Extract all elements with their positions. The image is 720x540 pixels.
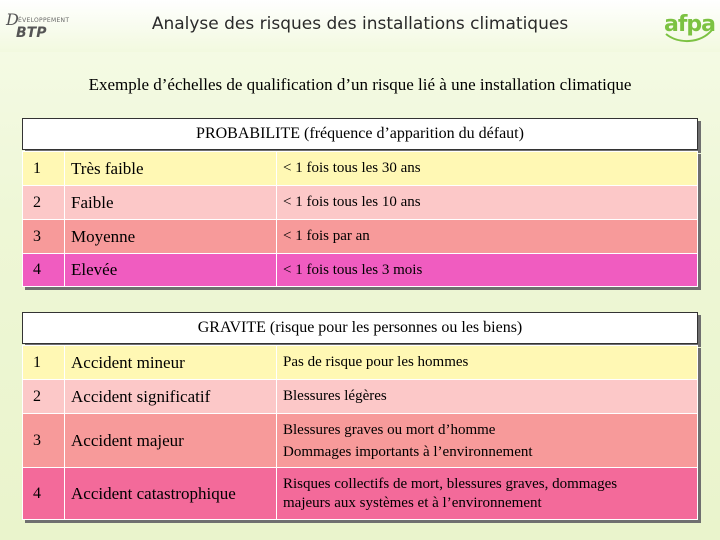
row-description: < 1 fois tous les 30 ans — [277, 152, 698, 186]
row-number: 3 — [23, 414, 65, 468]
row-label: Très faible — [65, 152, 277, 186]
afpa-logo — [660, 4, 716, 48]
table-row — [23, 414, 698, 468]
gravite-heading: GRAVITE (risque pour les personnes ou les biens) — [22, 312, 698, 344]
row-number: 1 — [23, 346, 65, 380]
row-description: Blessures légères — [277, 380, 698, 414]
description-line-1: Risques collectifs de mort, blessures graves, dommages — [283, 475, 618, 492]
row-description: Pas de risque pour les hommes — [277, 346, 698, 380]
table-row — [23, 254, 698, 287]
row-number: 1 — [23, 152, 65, 186]
probabilite-table — [22, 151, 698, 287]
gravite-table — [22, 345, 698, 520]
row-number: 2 — [23, 380, 65, 414]
table-row — [23, 220, 698, 254]
row-description — [277, 414, 698, 468]
header-bar — [0, 0, 720, 52]
row-label: Elevée — [65, 254, 277, 287]
row-number: 3 — [23, 220, 65, 254]
row-label: Moyenne — [65, 220, 277, 254]
row-number: 4 — [23, 254, 65, 287]
page-title: Analyse des risques des installations climatiques — [151, 14, 569, 34]
row-label: Accident majeur — [65, 414, 277, 468]
table-row — [23, 186, 698, 220]
row-description — [277, 468, 698, 520]
row-description: < 1 fois par an — [277, 220, 698, 254]
logo-btp-text: BTP — [16, 25, 47, 41]
row-label: Accident catastrophique — [65, 468, 277, 520]
row-description: < 1 fois tous les 10 ans — [277, 186, 698, 220]
probabilite-heading: PROBABILITE (fréquence d’apparition du défaut) — [22, 118, 698, 150]
row-number: 4 — [23, 468, 65, 520]
row-label: Accident mineur — [65, 346, 277, 380]
row-label: Faible — [65, 186, 277, 220]
logo-small-text: ÉVELOPPEMENT — [18, 17, 70, 24]
logo-initial: D — [6, 10, 19, 29]
table-row — [23, 380, 698, 414]
table-row — [23, 152, 698, 186]
afpa-logo-text: afpa — [664, 12, 716, 37]
description-line-2: majeurs aux systèmes et à l’environnement — [283, 494, 542, 511]
table-row — [23, 468, 698, 520]
row-description: < 1 fois tous les 3 mois — [277, 254, 698, 287]
description-line-1: Blessures graves ou mort d’homme — [283, 421, 496, 438]
row-number: 2 — [23, 186, 65, 220]
row-label: Accident significatif — [65, 380, 277, 414]
description-line-2: Dommages importants à l’environnement — [283, 443, 533, 460]
slide-subtitle: Exemple d’échelles de qualification d’un risque lié à une installation climatique — [88, 75, 632, 94]
table-row — [23, 346, 698, 380]
